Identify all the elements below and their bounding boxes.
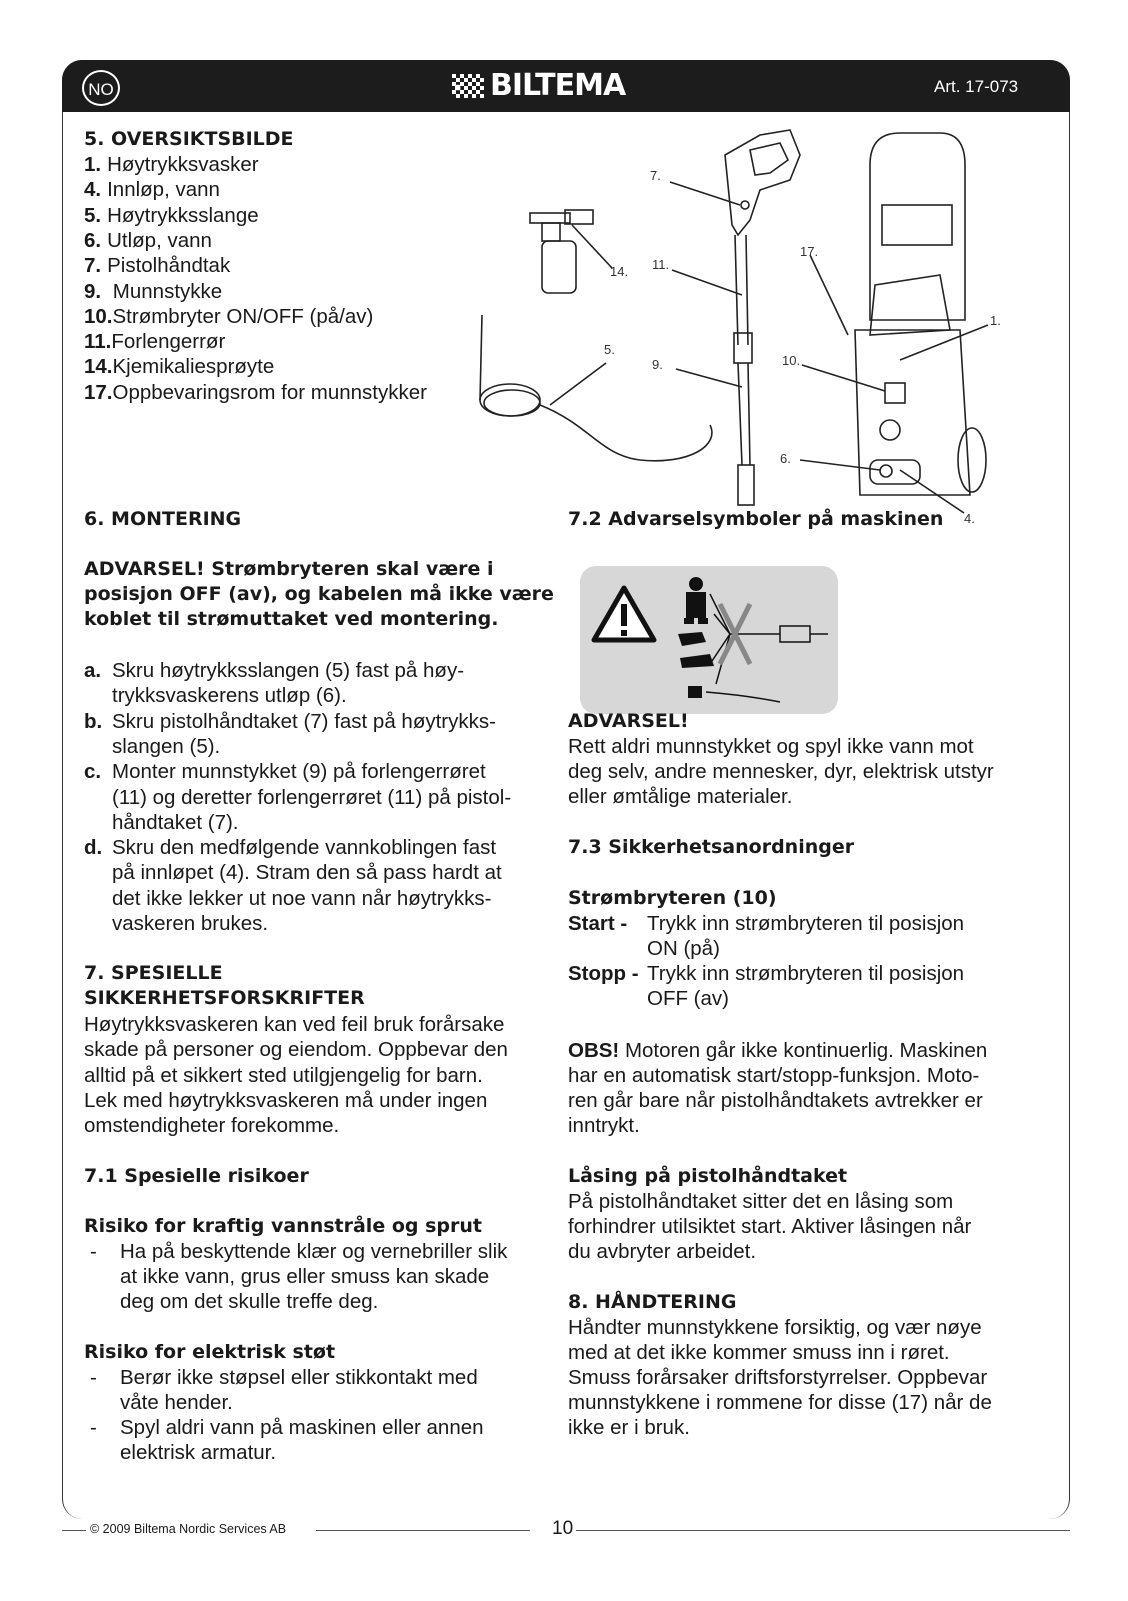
handling-line-4: munnstykkene i rommene for disse (17) når de [568, 1391, 992, 1414]
risk1-line-3: deg om det skulle treffe deg. [120, 1290, 379, 1313]
obs-line-2: har en automatisk start/stopp-funksjon. Moto- [568, 1064, 980, 1087]
overview-item [84, 152, 259, 178]
risk1-line-2: at ikke vann, grus eller smuss kan skade [120, 1265, 490, 1288]
lock-line-2: forhindrer utilsiktet start. Aktiver låsingen når [568, 1215, 972, 1238]
obs-text-1: Motoren går ikke kontinuerlig. Maskinen [619, 1039, 988, 1062]
overview-item-text: Munnstykke [107, 279, 223, 303]
overview-item-number: 4. [84, 178, 102, 202]
overview-item [84, 177, 220, 203]
spesielle-heading-1: 7. SPESIELLE [84, 962, 223, 984]
stop-line-2: OFF (av) [647, 987, 729, 1010]
fig-label-11: 11. [652, 257, 670, 272]
start-line-1: Trykk inn strømbryteren til posisjon [647, 912, 965, 935]
spesielle-heading-2: SIKKERHETSFORSKRIFTER [84, 987, 365, 1009]
risk2-heading: Risiko for elektrisk støt [84, 1341, 336, 1363]
start-line-2: ON (på) [647, 937, 720, 960]
fig-label-5: 5. [604, 342, 615, 357]
overview-item-number: 14. [84, 355, 113, 379]
montering-warning-1: ADVARSEL! Strømbryteren skal være i [84, 558, 494, 580]
overview-item-number: 11. [84, 330, 112, 354]
safety-heading: 7.3 Sikkerhetsanordninger [568, 836, 855, 858]
risk2-line-4: elektrisk armatur. [120, 1441, 277, 1464]
handling-line-3: Smuss forårsaker driftsforstyrrelser. Oppbevar [568, 1366, 988, 1389]
step-letter: a. [84, 659, 102, 682]
lock-line-1: På pistolhåndtaket sitter det en låsing som [568, 1190, 954, 1213]
montering-heading: 6. MONTERING [84, 508, 242, 530]
fig-label-10: 10. [782, 353, 801, 368]
overview-heading: 5. OVERSIKTSBILDE [84, 128, 294, 150]
overview-item [84, 203, 259, 229]
spesielle-line: omstendigheter forekomme. [84, 1114, 340, 1138]
risk2-line-2: våte hender. [120, 1391, 233, 1414]
step-line: det ikke lekker ut noe vann når høytrykks- [112, 886, 492, 910]
overview-item-number: 1. [84, 153, 102, 176]
fig-label-1: 1. [990, 313, 1001, 328]
handling-line-1: Håndter munnstykkene forsiktig, og vær nøye [568, 1316, 982, 1339]
overview-item [84, 304, 373, 330]
risk2-dash-1: - [90, 1366, 97, 1389]
step-line: Skru den medfølgende vannkoblingen fast [112, 836, 497, 860]
montering-warning-2: posisjon OFF (av), og kabelen må ikke være [84, 583, 554, 605]
overview-item [84, 228, 212, 254]
step-line: på innløpet (4). Stram den så pass hardt at [112, 861, 502, 885]
risk2-line-3: Spyl aldri vann på maskinen eller annen [120, 1416, 484, 1439]
overview-item-text: Pistolhåndtak [107, 254, 231, 278]
overview-item-number: 10. [84, 304, 113, 328]
footer-rule-left [62, 1530, 86, 1531]
overview-item-text: Høytrykksslange [107, 203, 259, 227]
fig-label-7: 7. [650, 168, 661, 183]
fig-label-14: 14. [610, 264, 629, 279]
overview-item-number: 6. [84, 228, 102, 252]
checker-icon [452, 74, 484, 100]
risks-heading: 7.1 Spesielle risikoer [84, 1165, 309, 1187]
montering-warning-3: koblet til strømuttaket ved montering. [84, 608, 499, 630]
lock-line-3: du avbryter arbeidet. [568, 1240, 757, 1263]
symbols-heading: 7.2 Advarselsymboler på maskinen [568, 508, 944, 530]
product-illustration [470, 125, 1010, 520]
symbols-warn-line-3: eller ømtålige materialer. [568, 785, 793, 808]
symbols-warn-line-1: Rett aldri munnstykket og spyl ikke vann mot [568, 735, 974, 758]
handling-line-2: med at det ikke kommer smuss inn i røret. [568, 1341, 950, 1364]
overview-item [84, 329, 225, 355]
step-line: Monter munnstykket (9) på forlengerrøret [112, 760, 486, 784]
risk2-line-1: Berør ikke støpsel eller stikkontakt med [120, 1366, 478, 1389]
spray-hazard-icon [670, 574, 830, 704]
fig-label-6: 6. [780, 451, 791, 466]
overview-item-number: 17. [84, 380, 113, 404]
handling-heading: 8. HÅNDTERING [568, 1291, 737, 1313]
risk1-line-1: Ha på beskyttende klær og vernebriller slik [120, 1240, 508, 1263]
footer-rule-mid [316, 1530, 530, 1531]
spesielle-line: Høytrykksvaskeren kan ved feil bruk forårsake [84, 1013, 505, 1036]
risk1-heading: Risiko for kraftig vannstråle og sprut [84, 1215, 482, 1237]
step-line: (11) og deretter forlengerrøret (11) på pistol- [112, 785, 512, 809]
stop-line-1: Trykk inn strømbryteren til posisjon [647, 962, 965, 985]
obs-line-4: inntrykt. [568, 1114, 640, 1137]
warning-triangle-icon [590, 584, 658, 644]
article-number: Art. 17-073 [934, 77, 1019, 96]
spesielle-line: skade på personer og eiendom. Oppbevar den [84, 1038, 508, 1062]
overview-item-text: Forlengerrør [111, 330, 226, 354]
brand-name: BILTEMA [490, 68, 626, 103]
fig-label-4: 4. [964, 511, 975, 526]
switch-heading: Strømbryteren (10) [568, 887, 777, 909]
step-line: vaskeren brukes. [112, 912, 269, 935]
fig-label-9: 9. [652, 357, 663, 372]
overview-item-number: 7. [84, 254, 102, 278]
overview-item [84, 253, 230, 279]
overview-item [84, 380, 427, 406]
handling-line-5: ikke er i bruk. [568, 1416, 690, 1439]
overview-item-text: Strømbryter ON/OFF (på/av) [112, 304, 374, 328]
overview-item-number: 9. [84, 279, 102, 303]
risk2-dash-2: - [90, 1416, 97, 1439]
overview-item [84, 279, 222, 305]
overview-item-text: Høytrykksvasker [107, 153, 259, 176]
overview-item-text: Oppbevaringsrom for munnstykker [112, 380, 427, 404]
start-label: Start - [568, 912, 628, 935]
footer-copyright: © 2009 Biltema Nordic Services AB [90, 1522, 287, 1536]
footer-rule-right [576, 1530, 1070, 1531]
step-line: slangen (5). [112, 734, 221, 758]
symbols-warn-line-2: deg selv, andre mennesker, dyr, elektrisk utstyr [568, 760, 994, 783]
stop-label: Stopp - [568, 962, 639, 985]
overview-item-text: Innløp, vann [107, 178, 220, 202]
overview-item [84, 354, 274, 380]
step-letter: c. [84, 760, 102, 784]
language-badge: NO [82, 70, 120, 106]
step-line: Skru pistolhåndtaket (7) fast på høytrykks- [112, 709, 496, 733]
warning-symbol-panel [580, 566, 838, 714]
step-letter: d. [84, 836, 103, 860]
page-number: 10 [552, 1518, 574, 1539]
obs-line-1 [568, 1038, 987, 1064]
step-letter: b. [84, 709, 103, 733]
obs-line-3: ren går bare når pistolhåndtakets avtrekker er [568, 1089, 983, 1112]
fig-label-17: 17. [800, 244, 819, 259]
lock-heading: Låsing på pistolhåndtaket [568, 1165, 848, 1187]
overview-item-text: Utløp, vann [107, 228, 212, 252]
risk1-dash: - [90, 1240, 97, 1263]
step-line: Skru høytrykksslangen (5) fast på høy- [112, 659, 465, 682]
spesielle-line: alltid på et sikkert sted utilgjengelig for barn. [84, 1063, 483, 1087]
overview-item-number: 5. [84, 203, 102, 227]
obs-label: OBS! [568, 1039, 620, 1062]
step-line: håndtaket (7). [112, 810, 239, 834]
step-line: trykksvaskerens utløp (6). [112, 684, 347, 708]
spesielle-line: Lek med høytrykksvaskeren må under ingen [84, 1088, 488, 1112]
symbols-warn-title: ADVARSEL! [568, 710, 689, 732]
overview-item-text: Kjemikaliesprøyte [112, 355, 275, 379]
